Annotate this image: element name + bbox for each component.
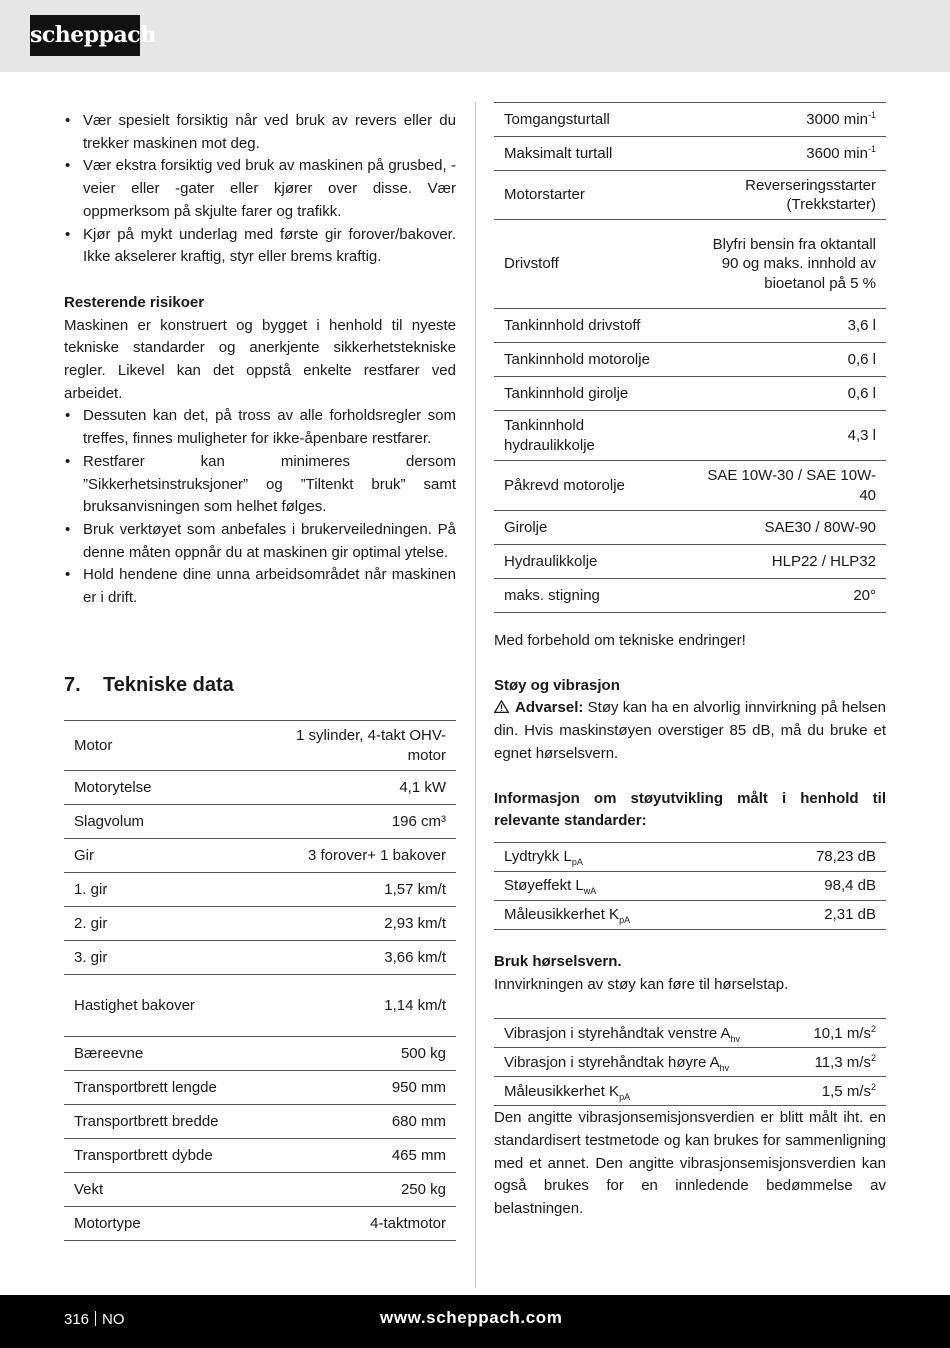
bullet-item: • Bruk verktøyet som anbefales i brukerveiledningen. På denne måten oppnår du at maskinen gir optimal ytelse. <box>64 519 456 564</box>
row-label <box>64 975 274 1037</box>
row-value-text: Blyfri bensin fra oktantall 90 og maks. innhold av bioetanol på 5 % <box>712 235 876 292</box>
page-info <box>64 1311 125 1328</box>
row-value-text: 3,66 km/t <box>384 948 446 966</box>
row-value-text: 1,57 km/t <box>384 880 446 898</box>
table-row <box>494 842 886 871</box>
row-label-text: Motorstarter <box>504 186 585 204</box>
row-label <box>494 1019 790 1048</box>
row-value <box>684 220 886 309</box>
row-value <box>684 103 886 137</box>
row-value <box>274 975 456 1037</box>
table-row <box>64 839 456 873</box>
row-value-text: 196 cm³ <box>391 812 446 830</box>
row-label <box>494 220 684 309</box>
row-label-text: Tankinnhold motorolje <box>504 350 650 368</box>
row-value <box>684 309 886 343</box>
row-label-text: Støyeffekt L <box>504 877 584 895</box>
row-value <box>274 907 456 941</box>
row-value <box>274 1037 456 1071</box>
left-column <box>64 110 456 610</box>
row-label <box>494 137 684 171</box>
table-row <box>494 1048 886 1077</box>
row-value-text: HLP22 / HLP32 <box>771 552 876 570</box>
row-value-text: 0,6 l <box>847 384 876 402</box>
row-label-text: Gir <box>74 846 94 864</box>
row-label-text: 1. gir <box>74 880 108 898</box>
row-value <box>684 171 886 220</box>
hearing-protection-text: Innvirkningen av støy kan føre til hørselstap. <box>494 975 789 993</box>
row-value-text: 3 forover+ 1 bakover <box>308 846 446 864</box>
row-value <box>684 511 886 545</box>
row-label <box>64 1105 274 1139</box>
section-number: 7. <box>64 674 81 696</box>
row-value-text: 4-taktmotor <box>370 1214 446 1232</box>
row-value <box>274 839 456 873</box>
table-row <box>494 871 886 900</box>
bullet-item: • Dessuten kan det, på tross av alle forholdsregler som treffes, finnes muligheter for ikke-åpenbare restfarer. <box>64 405 456 450</box>
row-label <box>64 1173 274 1207</box>
row-value-text: 10,1 m/s <box>813 1024 871 1042</box>
row-value-text: 1 sylinder, 4-takt OHV-motor <box>295 727 446 764</box>
row-value-text: 11,3 m/s <box>814 1053 871 1071</box>
row-label-subscript: pA <box>571 857 583 868</box>
row-label-text: Vibrasjon i styrehåndtak venstre A <box>504 1024 731 1042</box>
table-row <box>64 975 456 1037</box>
table-row <box>494 579 886 613</box>
row-label <box>494 511 684 545</box>
row-label <box>64 907 274 941</box>
vibration-table <box>494 1018 886 1106</box>
row-value-superscript: -1 <box>867 109 876 120</box>
row-value-text: 2,31 dB <box>824 906 876 924</box>
row-value-text: 1,14 km/t <box>384 996 446 1014</box>
bullet-item: • Restfarer kan minimeres dersom ”Sikkerhetsinstruksjoner” og ”Tiltenkt bruk” samt bruksanvisningen som helhet følges. <box>64 451 456 519</box>
row-value <box>274 1207 456 1241</box>
row-label-subscript: hv <box>719 1062 730 1073</box>
row-label <box>64 805 274 839</box>
row-label <box>494 1077 790 1106</box>
table-row <box>64 1207 456 1241</box>
row-value-text: 500 kg <box>400 1044 446 1062</box>
row-label-subscript: pA <box>619 915 631 926</box>
row-label-subscript: pA <box>619 1091 631 1102</box>
row-label <box>64 941 274 975</box>
row-value <box>790 1019 886 1048</box>
scheppach-logo: scheppach <box>30 15 140 56</box>
table-row <box>64 805 456 839</box>
row-label <box>64 839 274 873</box>
row-value-superscript: 2 <box>870 1023 876 1034</box>
disclaimer: Med forbehold om tekniske endringer! <box>494 632 746 649</box>
tech-data-table-left <box>64 720 456 1241</box>
row-label <box>64 771 274 805</box>
row-label <box>64 1071 274 1105</box>
tech-data-table-left-wrap <box>64 720 456 1241</box>
table-row <box>494 411 886 461</box>
row-value <box>790 1048 886 1077</box>
row-label-text: Transportbrett bredde <box>74 1112 219 1130</box>
row-label <box>64 1139 274 1173</box>
row-label <box>494 842 747 871</box>
table-row <box>494 220 886 309</box>
table-row <box>494 309 886 343</box>
row-label <box>64 873 274 907</box>
row-label <box>494 871 747 900</box>
row-label-text: Tankinnhold hydraulikkolje <box>504 417 595 454</box>
tech-data-table-right <box>494 102 886 613</box>
row-value <box>684 411 886 461</box>
row-value-superscript: 2 <box>870 1052 876 1063</box>
bullet-item: • Vær spesielt forsiktig når ved bruk av revers eller du trekker maskinen mot deg. <box>64 110 456 155</box>
row-label <box>494 377 684 411</box>
noise-table <box>494 842 886 930</box>
residual-risks-heading: Resterende risikoer <box>64 293 205 311</box>
row-value <box>747 900 886 929</box>
row-value <box>274 1173 456 1207</box>
row-label-text: Hydraulikkolje <box>504 552 598 570</box>
warning-text: Støy kan ha en alvorlig innvirkning på helsen din. Hvis maskinstøyen overstiger 85 dB, må du bruke et egnet hørselsvern. <box>494 699 886 762</box>
row-value <box>790 1077 886 1106</box>
table-row <box>64 941 456 975</box>
footer-bar <box>0 1295 950 1348</box>
row-value <box>684 343 886 377</box>
row-value-superscript: 2 <box>870 1081 876 1092</box>
table-row <box>494 103 886 137</box>
row-label-text: Motorytelse <box>74 778 152 796</box>
row-label <box>494 309 684 343</box>
row-label-text: 3. gir <box>74 948 108 966</box>
table-row <box>494 377 886 411</box>
row-value-text: 3000 min <box>806 110 868 128</box>
table-row <box>494 137 886 171</box>
row-value <box>684 461 886 511</box>
row-label <box>494 411 684 461</box>
row-label-text: Tomgangsturtall <box>504 110 610 128</box>
row-label-text: Transportbrett lengde <box>74 1078 217 1096</box>
header-bar <box>0 0 950 72</box>
row-value-text: 1,5 m/s <box>821 1082 871 1100</box>
row-label-text: Transportbrett dybde <box>74 1146 213 1164</box>
row-value <box>747 842 886 871</box>
table-row <box>494 511 886 545</box>
bullet-item: • Hold hendene dine unna arbeidsområdet når maskinen er i drift. <box>64 564 456 609</box>
row-value <box>747 871 886 900</box>
row-value-text: SAE30 / 80W-90 <box>764 518 876 536</box>
table-row <box>64 721 456 771</box>
table-row <box>64 907 456 941</box>
row-value <box>274 1139 456 1173</box>
row-label <box>494 1048 790 1077</box>
row-value-superscript: -1 <box>867 143 876 154</box>
warning-triangle-icon <box>494 700 509 713</box>
row-value <box>274 941 456 975</box>
row-label-text: Hastighet bakover <box>74 996 195 1014</box>
row-value <box>274 805 456 839</box>
row-label <box>494 461 684 511</box>
table-row <box>494 461 886 511</box>
table-row <box>494 1077 886 1106</box>
residual-risks-text: Maskinen er konstruert og bygget i henhold til nyeste tekniske standarder og anerkjente sikkerhetstekniske regler. Likevel kan det oppstå enkelte restfarer ved arbeidet. <box>64 316 456 402</box>
table-row <box>494 545 886 579</box>
row-value-text: 3,6 l <box>847 316 876 334</box>
row-label-text: Tankinnhold girolje <box>504 384 629 402</box>
warning-label: Advarsel: <box>515 699 584 717</box>
row-value <box>684 579 886 613</box>
row-label <box>494 545 684 579</box>
row-value-text: Reverseringsstarter (Trekkstarter) <box>745 176 876 213</box>
row-value <box>274 771 456 805</box>
row-label <box>64 721 274 771</box>
page-number: 316 <box>64 1311 90 1328</box>
row-label-text: Motortype <box>74 1214 141 1232</box>
row-value <box>274 1071 456 1105</box>
row-label-text: Lydtrykk L <box>504 848 572 866</box>
row-label-text: Maksimalt turtall <box>504 144 613 162</box>
table-row <box>64 771 456 805</box>
row-label-text: Vibrasjon i styrehåndtak høyre A <box>504 1053 720 1071</box>
row-label-text: 2. gir <box>74 914 108 932</box>
row-label-text: maks. stigning <box>504 586 600 604</box>
table-row <box>64 1173 456 1207</box>
row-value <box>684 545 886 579</box>
row-label-text: Drivstoff <box>504 255 559 273</box>
row-value-text: 950 mm <box>391 1078 446 1096</box>
row-value <box>684 137 886 171</box>
bullet-item: • Kjør på mykt underlag med første gir forover/bakover. Ikke akselerer kraftig, styr eller brems kraftig. <box>64 224 456 269</box>
row-label <box>494 900 747 929</box>
table-row <box>494 171 886 220</box>
row-label <box>64 1207 274 1241</box>
residual-risks-bullets <box>64 405 456 609</box>
table-row <box>494 1019 886 1048</box>
row-label-subscript: hv <box>730 1033 741 1044</box>
row-label-text: Motor <box>74 736 113 754</box>
table-row <box>494 343 886 377</box>
row-label-subscript: wA <box>583 886 597 897</box>
row-value <box>274 1105 456 1139</box>
table-row <box>64 1105 456 1139</box>
row-value-text: 680 mm <box>391 1112 446 1130</box>
noise-info-heading: Informasjon om støyutvikling målt i henhold til relevante standarder: <box>494 789 886 830</box>
page-separator <box>95 1311 96 1326</box>
table-row <box>64 873 456 907</box>
warning-paragraph <box>494 697 886 765</box>
vibration-text: Den angitte vibrasjonsemisjonsverdien er blitt målt iht. en standardisert testmetode og kan brukes for sammenligning med et annet. Den angitte vibrasjonsemisjonsverdien kan også brukes for en innledende bedømmelse av belastningen. <box>494 1109 886 1218</box>
row-value-text: SAE 10W-30 / SAE 10W-40 <box>707 467 876 504</box>
row-value <box>274 873 456 907</box>
row-value-text: 250 kg <box>400 1180 446 1198</box>
row-label <box>494 579 684 613</box>
table-row <box>494 900 886 929</box>
hearing-protection-heading: Bruk hørselsvern. <box>494 952 622 970</box>
row-value <box>684 377 886 411</box>
noise-heading: Støy og vibrasjon <box>494 676 620 694</box>
row-value <box>274 721 456 771</box>
section-title: Tekniske data <box>103 674 234 696</box>
row-value-text: 0,6 l <box>847 350 876 368</box>
row-label-text: Tankinnhold drivstoff <box>504 316 641 334</box>
row-label <box>64 1037 274 1071</box>
row-label-text: Måleusikkerhet K <box>504 906 620 924</box>
table-row <box>64 1037 456 1071</box>
section-heading <box>64 674 234 697</box>
right-column <box>494 102 886 1221</box>
language-code: NO <box>102 1311 125 1328</box>
row-value-text: 98,4 dB <box>824 877 876 895</box>
row-label-text: Slagvolum <box>74 812 145 830</box>
row-label <box>494 171 684 220</box>
row-label <box>494 103 684 137</box>
row-label <box>494 343 684 377</box>
website-link[interactable]: www.scheppach.com <box>380 1308 563 1327</box>
row-label-text: Måleusikkerhet K <box>504 1082 620 1100</box>
row-label-text: Girolje <box>504 518 548 536</box>
row-value-text: 4,3 l <box>847 426 876 444</box>
row-label-text: Bæreevne <box>74 1044 144 1062</box>
safety-bullets <box>64 110 456 269</box>
table-row <box>64 1071 456 1105</box>
row-value-text: 3600 min <box>806 144 868 162</box>
row-value-text: 78,23 dB <box>815 848 876 866</box>
column-divider <box>475 102 476 1288</box>
table-row <box>64 1139 456 1173</box>
row-value-text: 4,1 kW <box>399 778 446 796</box>
row-value-text: 465 mm <box>391 1146 446 1164</box>
row-value-text: 2,93 km/t <box>384 914 446 932</box>
bullet-item: • Vær ekstra forsiktig ved bruk av maskinen på grusbed, -veier eller -gater eller kjører over disse. Vær oppmerksom på skjulte farer og trafikk. <box>64 155 456 223</box>
row-value-text: 20° <box>853 586 876 604</box>
row-label-text: Påkrevd motorolje <box>504 476 625 494</box>
row-label-text: Vekt <box>74 1180 104 1198</box>
